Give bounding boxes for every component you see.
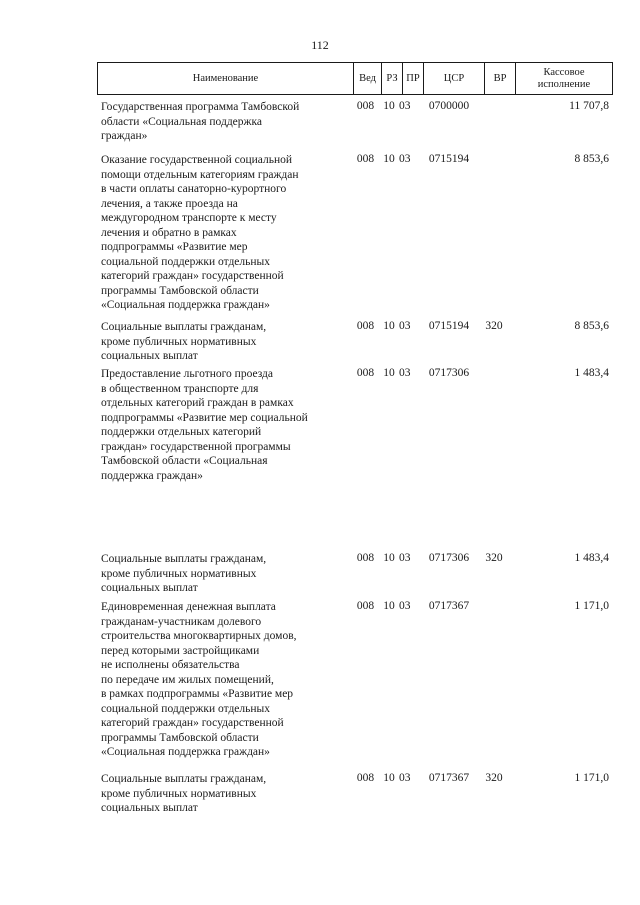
row-name-line: междугородном транспорте к месту [101, 212, 277, 224]
row-name-line: не исполнены обязательства [101, 659, 240, 671]
row-pr: 03 [399, 100, 411, 112]
row-name [97, 153, 352, 313]
row-vr [479, 600, 509, 760]
row-name-line: по передаче им жилых помещений, [101, 673, 274, 686]
row-rz: 10 [383, 367, 395, 379]
row-ved: 008 [356, 153, 375, 165]
row-sum: 1 483,4 [574, 552, 609, 564]
row-name-line: социальной поддержки отдельных [101, 255, 271, 268]
row-rz: 10 [383, 772, 395, 784]
row-name-line: в части оплаты санаторно-курортного [101, 183, 287, 195]
row-sum: 1 171,0 [574, 772, 609, 784]
row-vr: 320 [485, 320, 503, 332]
row-name-line: лечения и обратно в рамках [101, 226, 237, 239]
row-name [97, 320, 352, 364]
row-name-line: области «Социальная поддержка [101, 115, 262, 128]
row-rz: 10 [383, 600, 395, 612]
row-name-line: в рамках подпрограммы «Развитие мер [101, 688, 294, 700]
row-name-line: отдельных категорий граждан в рамках [101, 397, 294, 409]
row-csr: 0717306 [428, 552, 470, 564]
row-name-line: категорий граждан» государственной [101, 270, 284, 282]
row-name-line: граждан» государственной программы [101, 440, 291, 453]
row-name [97, 600, 352, 760]
row-rz: 10 [383, 100, 395, 112]
row-csr: 0700000 [428, 100, 470, 112]
table-row [97, 153, 613, 313]
row-csr: 0717367 [428, 772, 470, 784]
row-sum: 11 707,8 [569, 100, 609, 112]
row-name-line: Предоставление льготного проезда [101, 368, 274, 380]
table-row [97, 552, 613, 596]
row-name-line: поддержка граждан» [101, 469, 203, 482]
row-csr: 0717306 [428, 367, 470, 379]
table-row [97, 600, 613, 760]
row-pr: 03 [399, 367, 411, 379]
row-pr: 03 [399, 320, 411, 332]
row-name-line: Тамбовской области «Социальная [101, 455, 268, 467]
row-ved: 008 [356, 552, 375, 564]
row-name-line: социальных выплат [101, 350, 198, 362]
row-ved: 008 [356, 100, 375, 112]
row-name-line: кроме публичных нормативных [101, 335, 257, 348]
row-vr [479, 153, 509, 313]
row-ved: 008 [356, 600, 375, 612]
row-pr: 03 [399, 153, 411, 165]
row-sum: 1 483,4 [574, 367, 609, 379]
header-rz: РЗ [381, 63, 402, 94]
header-sum: Кассовое исполнение [515, 63, 612, 94]
row-name-line: социальной поддержки отдельных [101, 702, 271, 715]
row-name-line: помощи отдельным категориям граждан [101, 168, 299, 181]
row-sum: 8 853,6 [574, 153, 609, 165]
row-name-line: строительства многоквартирных домов, [101, 630, 297, 642]
row-name-line: социальных выплат [101, 802, 198, 814]
row-name-line: кроме публичных нормативных [101, 787, 257, 800]
row-sum: 8 853,6 [574, 320, 609, 332]
row-csr: 0717367 [428, 600, 470, 612]
row-name-line: Социальные выплаты гражданам, [101, 773, 267, 785]
row-vr: 320 [485, 552, 503, 564]
row-vr [479, 367, 509, 483]
row-name-line: кроме публичных нормативных [101, 567, 257, 580]
row-pr: 03 [399, 772, 411, 784]
row-csr: 0715194 [428, 320, 470, 332]
row-pr: 03 [399, 552, 411, 564]
row-vr [479, 100, 509, 144]
row-name-line: в общественном транспорте для [101, 382, 259, 395]
table-row [97, 367, 613, 483]
table-header [97, 62, 613, 95]
row-vr: 320 [485, 772, 503, 784]
row-ved: 008 [356, 320, 375, 332]
row-name-line: лечения, а также проезда на [101, 197, 238, 210]
budget-table [97, 62, 613, 814]
row-rz: 10 [383, 153, 395, 165]
row-name-line: «Социальная поддержка граждан» [101, 299, 270, 311]
row-name [97, 552, 352, 596]
page-number: 112 [311, 38, 329, 52]
row-name [97, 772, 352, 816]
header-csr: ЦСР [423, 63, 484, 94]
row-name [97, 100, 352, 144]
header-name: Наименование [192, 72, 259, 84]
row-sum: 1 171,0 [574, 600, 609, 612]
row-name-line: программы Тамбовской области [101, 731, 259, 744]
row-name [97, 367, 352, 483]
table-row [97, 320, 613, 364]
row-name-line: Государственная программа Тамбовской [101, 101, 300, 113]
table-row [97, 772, 613, 816]
row-name-line: поддержки отдельных категорий [101, 426, 262, 438]
row-csr: 0715194 [428, 153, 470, 165]
row-name-line: «Социальная поддержка граждан» [101, 746, 270, 758]
header-ved: Вед [353, 63, 381, 94]
row-name-line: социальных выплат [101, 582, 198, 594]
table-row [97, 100, 613, 144]
row-name-line: подпрограммы «Развитие мер [101, 241, 248, 253]
row-ved: 008 [356, 367, 375, 379]
row-pr: 03 [399, 600, 411, 612]
header-pr: ПР [402, 63, 423, 94]
row-name-line: Оказание государственной социальной [101, 154, 293, 166]
row-name-line: граждан» [101, 130, 148, 142]
row-name-line: программы Тамбовской области [101, 284, 259, 297]
header-vr: ВР [484, 63, 515, 94]
row-ved: 008 [356, 772, 375, 784]
row-rz: 10 [383, 320, 395, 332]
row-name-line: Социальные выплаты гражданам, [101, 321, 267, 333]
row-rz: 10 [383, 552, 395, 564]
row-name-line: перед которыми застройщиками [101, 644, 260, 657]
row-name-line: Единовременная денежная выплата [101, 601, 276, 613]
row-name-line: гражданам-участникам долевого [101, 615, 262, 628]
row-name-line: подпрограммы «Развитие мер социальной [101, 411, 308, 424]
row-name-line: категорий граждан» государственной [101, 717, 284, 729]
row-name-line: Социальные выплаты гражданам, [101, 553, 267, 565]
